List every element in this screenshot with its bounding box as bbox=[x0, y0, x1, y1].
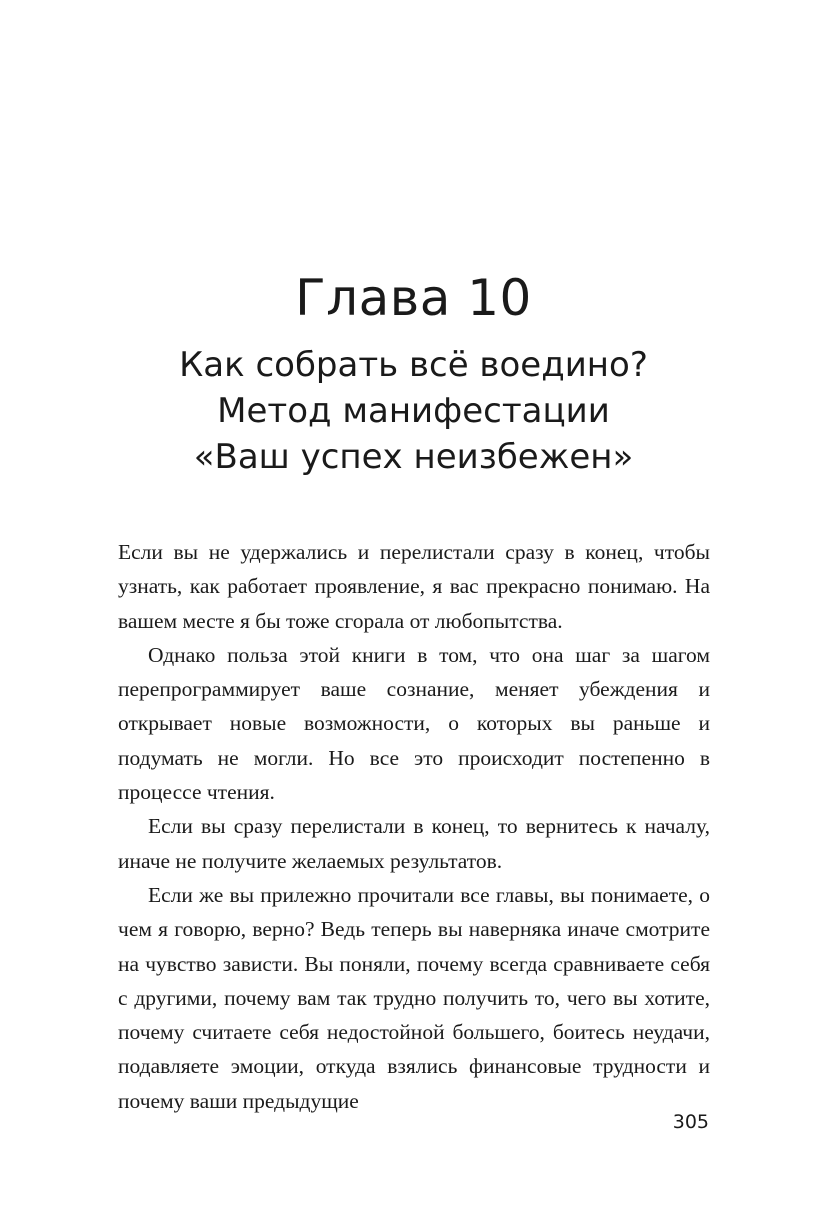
chapter-title-line-1: Как собрать всё воедино? bbox=[179, 345, 648, 385]
chapter-title bbox=[0, 342, 827, 480]
chapter-title-line-2: Метод манифестации bbox=[217, 391, 610, 431]
chapter-title-line-3: «Ваш успех неизбежен» bbox=[193, 437, 634, 477]
paragraph-2: Однако польза этой книги в том, что она шаг за шагом перепрограммирует ваше сознание, меняет убеждения и открывает новые возможности, о которых вы раньше и подумать не могли. Но все это происходит постепенно в процессе чтения. bbox=[118, 642, 710, 805]
paragraph-3: Если вы сразу перелистали в конец, то вернитесь к началу, иначе не получите желаемых результатов. bbox=[118, 814, 710, 873]
paragraph-4: Если же вы прилежно прочитали все главы, вы понимаете, о чем я говорю, верно? Ведь теперь вы наверняка иначе смотрите на чувство зависти. Вы поняли, почему всегда сравниваете себя с другими, почему вам так трудно получить то, чего вы хотите, почему считаете себя недостойной большего, боитесь неудачи, подавляете эмоции, откуда взялись финансовые трудности и почему ваши предыдущие bbox=[118, 882, 710, 1113]
paragraph-1: Если вы не удержались и перелистали сразу в конец, чтобы узнать, как работает проявление, я вас прекрасно понимаю. На вашем месте я бы тоже сгорала от любопытства. bbox=[118, 540, 710, 633]
chapter-number: Глава 10 bbox=[295, 269, 532, 327]
body-text bbox=[118, 535, 710, 1118]
page-number: 305 bbox=[672, 1111, 709, 1133]
